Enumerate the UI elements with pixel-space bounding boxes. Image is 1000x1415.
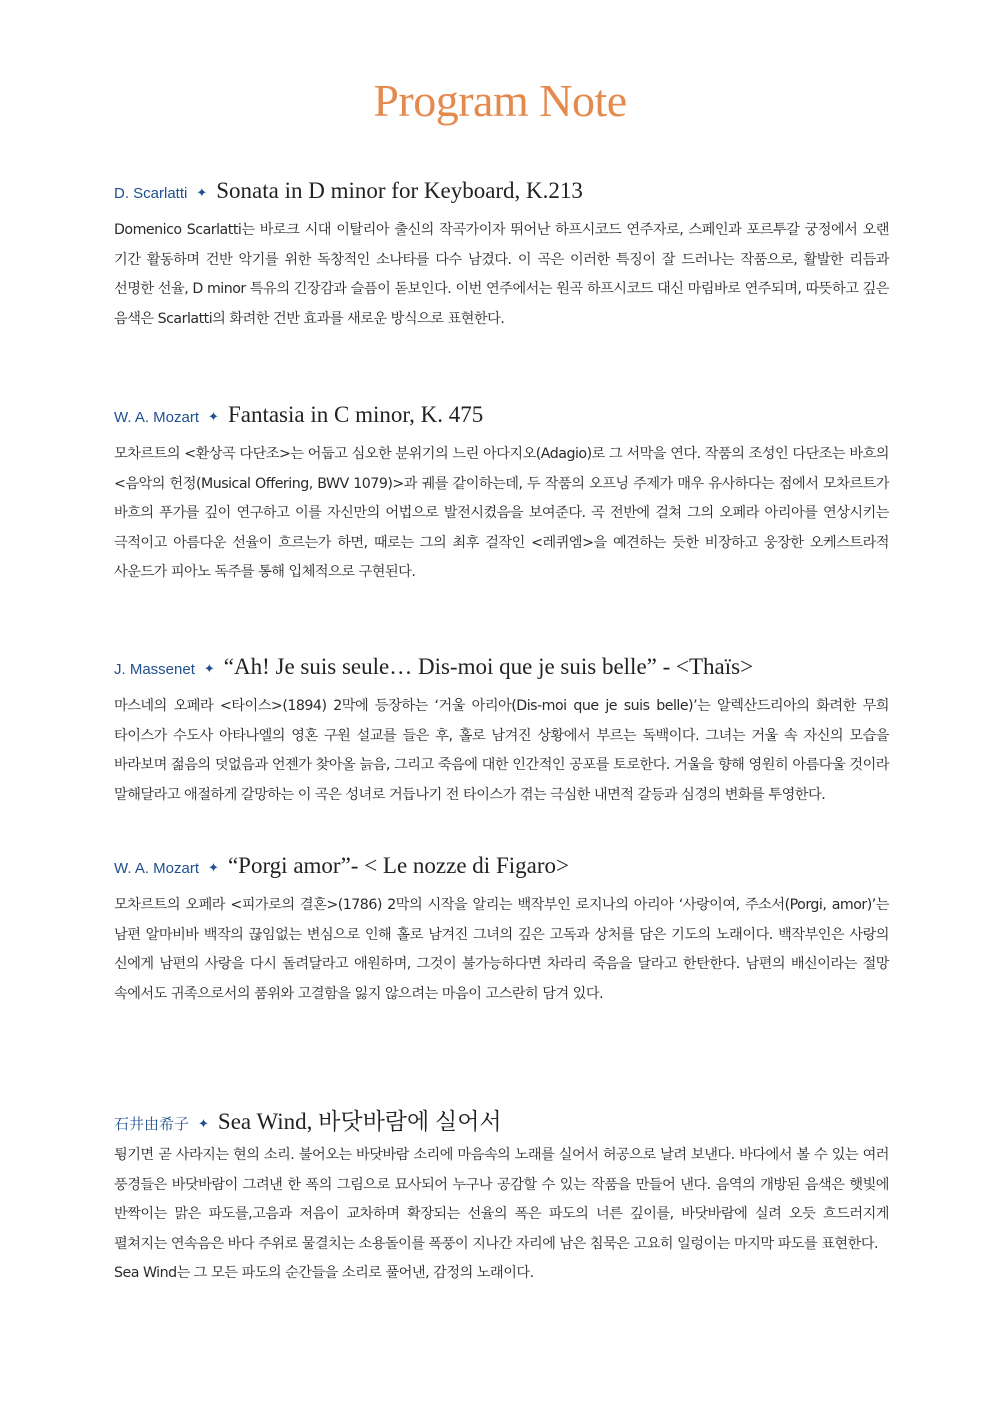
piece-mozart-fantasia	[114, 402, 889, 588]
description-paragraph: Domenico Scarlatti는 바로크 시대 이탈리아 출신의 작곡가이자 뛰어난 하프시코드 연주자로, 스페인과 포르투갈 궁정에서 오랜 기간 활동하며 건반 악기를 위한 독창적인 소나타를 다수 남겼다. 이 곡은 이러한 특징이 잘 드러나는 작품으로, 활발한 리듬과 선명한 선율, D minor 특유의 긴장감과 슬픔이 돋보인다. 이번 연주에서는 원곡 하프시코드 대신 마림바로 연주되며, 따뜻하고 깊은 음색은 Scarlatti의 화려한 건반 효과를 새로운 방식으로 표현한다.	[114, 222, 889, 327]
work-title: Fantasia in C minor, K. 475	[227, 402, 484, 427]
page-title: Program Note	[373, 75, 627, 126]
composer-name: W. A. Mozart	[114, 409, 200, 426]
composer-name: J. Massenet	[114, 661, 195, 678]
description-paragraph: Sea Wind는 그 모든 파도의 순간들을 소리로 풀어낸, 감정의 노래이다.	[114, 1265, 534, 1281]
star-icon: ✦	[208, 861, 219, 876]
composer-name: D. Scarlatti	[114, 185, 188, 202]
work-title: Sonata in D minor for Keyboard, K.213	[216, 178, 583, 203]
composer-name: 石井由希子	[114, 1116, 190, 1133]
work-title: Sea Wind, 바닷바람에 실어서	[217, 1109, 502, 1134]
piece-massenet-thais	[114, 654, 889, 810]
work-title: “Porgi amor”- < Le nozze di Figaro>	[227, 853, 569, 878]
star-icon: ✦	[208, 410, 219, 425]
piece-heading	[114, 402, 889, 436]
description-paragraph: 마스네의 오페라 <타이스>(1894) 2막에 등장하는 ‘거울 아리아(Dis-moi que je suis belle)’는 알렉산드리아의 화려한 무희 타이스가 수도사 아타나엘의 영혼 구원 설교를 들은 후, 홀로 남겨진 상황에서 부르는 독백이다. 그녀는 거울 속 자신의 모습을 바라보며 젊음의 덧없음과 언젠가 찾아올 늙음, 그리고 죽음에 대한 인간적인 공포를 토로한다. 거울을 향해 영원히 아름다울 것이라 말해달라고 애절하게 갈망하는 이 곡은 성녀로 거듭나기 전 타이스가 겪는 극심한 내면적 갈등과 심경의 변화를 투영한다.	[114, 698, 889, 803]
piece-description	[114, 216, 889, 334]
piece-description	[114, 1141, 889, 1289]
star-icon: ✦	[198, 1117, 209, 1132]
work-title: “Ah! Je suis seule… Dis-moi que je suis belle” - <Thaïs>	[223, 654, 754, 679]
description-paragraph: 모차르트의 오페라 <피가로의 결혼>(1786) 2막의 시작을 알리는 백작부인 로지나의 아리아 ‘사랑이여, 주소서(Porgi, amor)’는 남편 알마비바 백작의 끊임없는 변심으로 인해 홀로 남겨진 그녀의 깊은 고독과 상처를 담은 기도의 노래이다. 백작부인은 사랑의 신에게 남편의 사랑을 다시 돌려달라고 애원하며, 그것이 불가능하다면 차라리 죽음을 달라고 한탄한다. 남편의 배신이라는 절망 속에서도 귀족으로서의 품위와 고결함을 잃지 않으려는 마음이 고스란히 담겨 있다.	[114, 897, 889, 1002]
piece-heading	[114, 1103, 889, 1137]
star-icon: ✦	[203, 662, 215, 677]
description-paragraph: 모차르트의 <환상곡 다단조>는 어둡고 심오한 분위기의 느린 아다지오(Adagio)로 그 서막을 연다. 작품의 조성인 다단조는 바흐의 <음악의 헌정(Musical Offering, BWV 1079)>과 궤를 같이하는데, 두 작품의 오프닝 주제가 매우 유사하다는 점에서 모차르트가 바흐의 푸가를 깊이 연구하고 이를 자신만의 어법으로 발전시켰음을 보여준다. 곡 전반에 걸쳐 그의 오페라 아리아를 연상시키는 극적이고 아름다운 선율이 흐르는가 하면, 때로는 그의 최후 걸작인 <레퀴엠>을 예견하는 듯한 비장하고 웅장한 오케스트라적 사운드가 피아노 독주를 통해 입체적으로 구현된다.	[114, 446, 890, 580]
composer-name: W. A. Mozart	[114, 860, 200, 877]
description-paragraph: 튕기면 곧 사라지는 현의 소리. 불어오는 바닷바람 소리에 마음속의 노래를 실어서 허공으로 날려 보낸다. 바다에서 볼 수 있는 여러 풍경들은 바닷바람이 그려낸 한 폭의 그림으로 묘사되어 누구나 공감할 수 있는 작품을 만들어 낸다. 음역의 개방된 음색은 햇빛에 반짝이는 맑은 파도를,고음과 저음이 교차하며 확장되는 선율의 폭은 파도의 너른 깊이를, 바닷바람에 실려 오듯 흐드러지게 펼쳐지는 연속음은 바다 주위로 물결치는 소용돌이를 폭풍이 지나간 자리에 남은 침묵은 고요히 일렁이는 마지막 파도를 표현한다.	[114, 1147, 889, 1252]
piece-ishii-sea-wind	[114, 1103, 889, 1289]
piece-mozart-porgi-amor	[114, 853, 889, 1009]
piece-description	[114, 891, 889, 1009]
piece-description	[114, 692, 889, 810]
piece-heading	[114, 178, 889, 212]
piece-heading	[114, 654, 889, 688]
piece-description	[114, 440, 889, 588]
star-icon: ✦	[196, 186, 208, 201]
piece-scarlatti-sonata	[114, 178, 889, 334]
piece-heading	[114, 853, 889, 887]
